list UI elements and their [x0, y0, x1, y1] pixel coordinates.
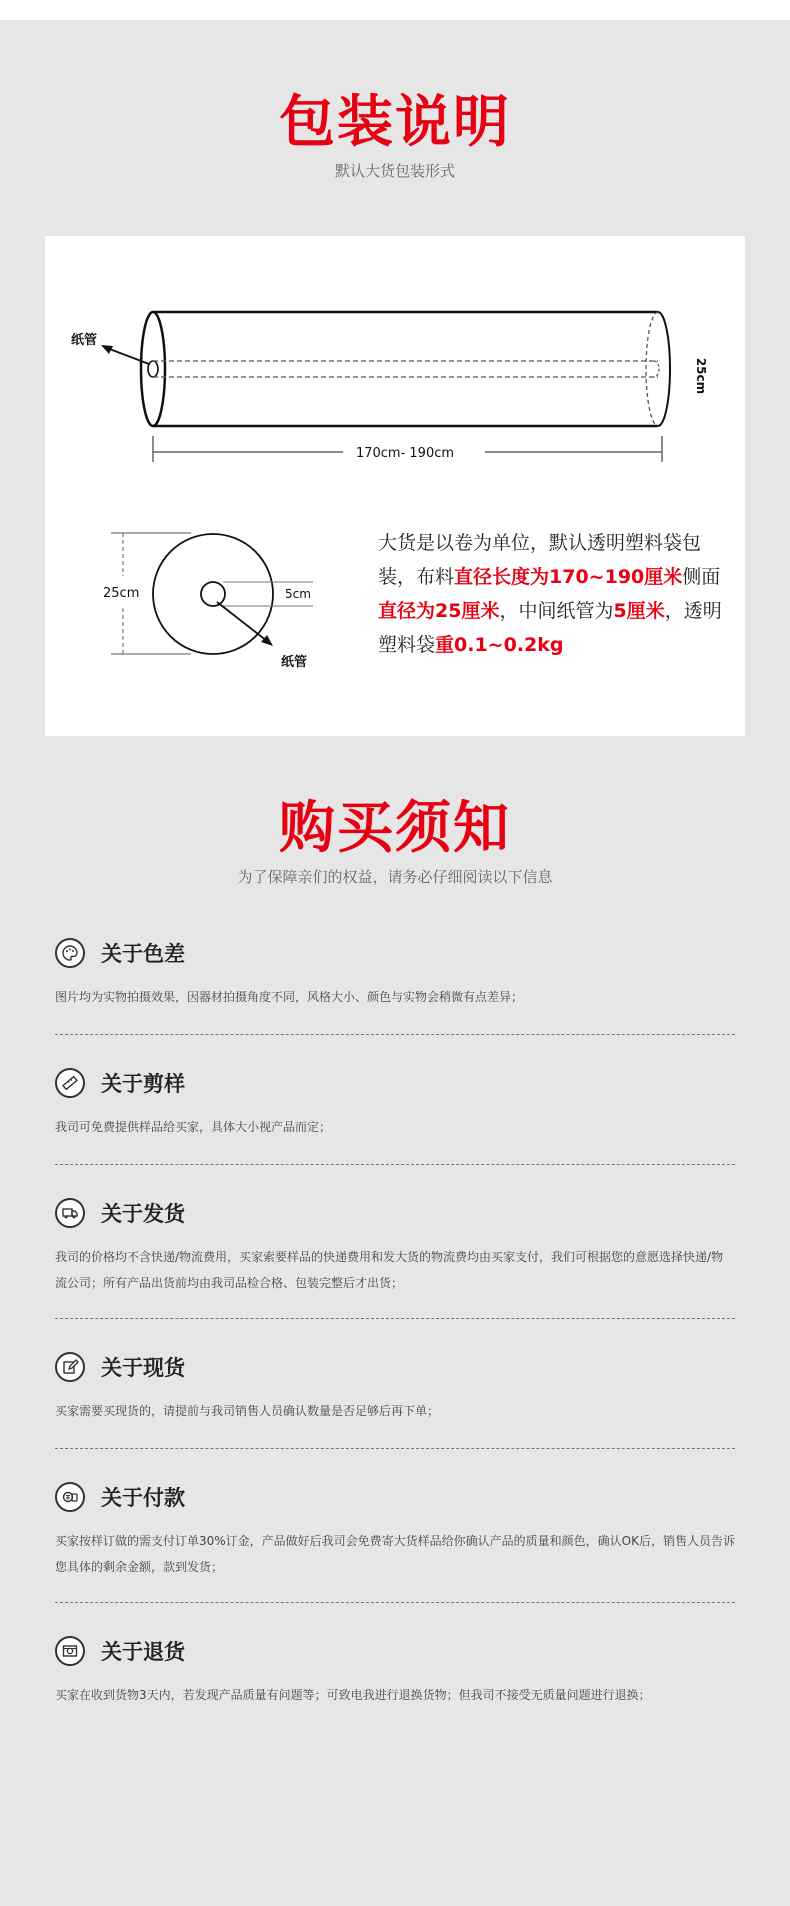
notice-title: 关于色差	[101, 942, 185, 966]
top-strip	[0, 0, 790, 20]
notice-body: 我司的价格均不含快递/物流费用，买家索要样品的快递费用和发大货的物流费均由买家支付，我们可根据您的意愿选择快递/物流公司；所有产品出货前均由我司品检合格、包装完整后才出货；	[55, 1250, 724, 1290]
purchase-subtitle: 为了保障亲们的权益，请务必仔细阅读以下信息	[237, 868, 553, 886]
notice-title: 关于退货	[101, 1640, 185, 1664]
notice-payment	[55, 1480, 735, 1580]
notice-body: 我司可免费提供样品给买家，具体大小视产品而定；	[55, 1120, 332, 1134]
notice-body: 买家需要买现货的，请提前与我司销售人员确认数量是否足够后再下单；	[55, 1404, 440, 1418]
edit-icon	[55, 1352, 85, 1382]
notice-body: 买家按样订做的需支付订单30%订金，产品做好后我司会免费寄大货样品给你确认产品的质量和颜色，确认OK后，销售人员告诉您具体的剩余金额，款到发货；	[55, 1534, 735, 1574]
payment-icon	[55, 1482, 85, 1512]
purchase-title: 购买须知	[279, 796, 511, 861]
return-icon	[55, 1636, 85, 1666]
tube-label: 纸管	[71, 333, 98, 348]
notice-title: 关于付款	[101, 1486, 185, 1510]
notice-in-stock	[55, 1350, 735, 1424]
ruler-icon	[55, 1068, 85, 1098]
tube-label-end: 纸管	[281, 655, 308, 670]
core-label: 5cm	[285, 587, 311, 601]
notice-returns	[55, 1634, 735, 1708]
packaging-diagram-card	[45, 236, 745, 736]
divider	[55, 1034, 735, 1035]
notice-shipping	[55, 1196, 735, 1296]
divider	[55, 1164, 735, 1165]
diameter-label-side: 25cm	[694, 357, 708, 395]
divider	[55, 1318, 735, 1319]
packaging-description: 大货是以卷为单位，默认透明塑料袋包装，布料直径长度为170~190厘米侧面直径为25厘米，中间纸管为5厘米，透明塑料袋重0.1~0.2kg	[378, 532, 722, 656]
notice-color-difference	[55, 936, 735, 1010]
notice-body: 买家在收到货物3天内，若发现产品质量有问题等；可致电我进行退换货物；但我司不接受无质量问题进行退换；	[55, 1688, 651, 1702]
diameter-label-end: 25cm	[103, 586, 140, 601]
notice-title: 关于剪样	[101, 1072, 185, 1096]
length-label: 170cm- 190cm	[355, 446, 455, 461]
truck-icon	[55, 1198, 85, 1228]
divider	[55, 1448, 735, 1449]
palette-icon	[55, 938, 85, 968]
divider	[55, 1602, 735, 1603]
packaging-subtitle: 默认大货包装形式	[334, 162, 455, 180]
notice-title: 关于现货	[101, 1356, 185, 1380]
notice-body: 图片均为实物拍摄效果，因器材拍摄角度不同，风格大小、颜色与实物会稍微有点差异；	[55, 990, 524, 1004]
notice-cut-sample	[55, 1066, 735, 1140]
packaging-title: 包装说明	[279, 90, 511, 155]
notice-title: 关于发货	[101, 1202, 185, 1226]
